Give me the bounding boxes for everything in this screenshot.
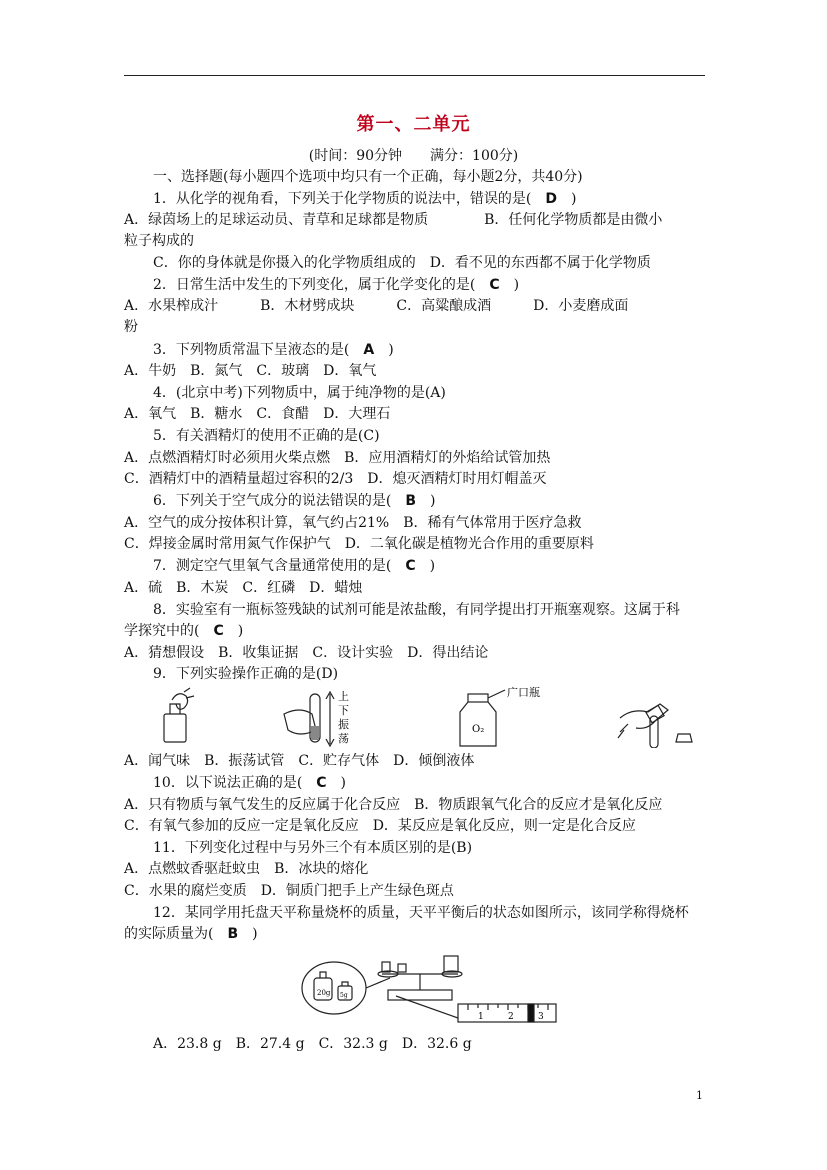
- shake-label-3: 振: [338, 718, 349, 731]
- q11-options-c-d: C．水果的腐烂变质 D．铜质门把手上产生绿色斑点: [124, 883, 454, 899]
- weights-zoom-circle: [302, 962, 366, 1014]
- question-6: 6．下列关于空气成分的说法错误的是( B ): [153, 493, 436, 509]
- answer: A: [363, 342, 375, 358]
- q5-options-c-d: C．酒精灯中的酒精量超过容积的2/3 D．熄灭酒精灯时用灯帽盖灭: [124, 471, 547, 487]
- gas-jar-figure: [460, 690, 505, 746]
- page-number: 1: [696, 1089, 703, 1102]
- shake-label-2: 下: [338, 704, 349, 717]
- q9-options: A．闻气味 B．振荡试管 C．贮存气体 D．倾倒液体: [124, 753, 475, 769]
- q6-options-c-d: C．焊接金属时常用氮气作保护气 D．二氧化碳是植物光合作用的重要原料: [124, 536, 594, 552]
- q6-options-a-b: A．空气的成分按体积计算，氧气约占21% B．稀有气体常用于医疗急救: [124, 515, 582, 531]
- shake-label-4: 荡: [338, 732, 349, 745]
- question-10: 10．以下说法正确的是( C ): [153, 775, 347, 791]
- scale-tick-1: 1: [478, 1012, 484, 1022]
- shake-tube-figure: [284, 692, 334, 746]
- question-8: 8．实验室有一瓶标签残缺的试剂可能是浓盐酸，有同学提出打开瓶塞观察。这属于科: [153, 602, 680, 618]
- weight-20g-label: 20g: [317, 989, 331, 997]
- question-2: 2．日常生活中发生的下列变化，属于化学变化的是( C ): [153, 277, 520, 293]
- weight-5g-label: 5g: [340, 992, 348, 999]
- question-1: 1．从化学的视角看，下列关于化学物质的说法中，错误的是( D ): [153, 191, 577, 207]
- q1-options-b-cont: 粒子构成的: [124, 233, 194, 249]
- question-5: 5．有关酒精灯的使用不正确的是(C): [153, 428, 380, 444]
- q12-options: A．23.8 g B．27.4 g C．32.3 g D．32.6 g: [153, 1036, 472, 1052]
- gas-jar-o2-label: O₂: [472, 724, 485, 735]
- q1-options-a-b: A．绿茵场上的足球运动员、青草和足球都是物质 B．任何化学物质都是由微小: [124, 212, 663, 228]
- q12-balance-figure: [300, 950, 560, 1028]
- question-8-cont: 学探究中的( C ): [124, 623, 244, 639]
- shake-label-1: 上: [338, 690, 349, 703]
- balance-base: [388, 990, 452, 1000]
- pour-liquid-figure: [618, 704, 692, 748]
- question-7: 7．测定空气里氧气含量通常使用的是( C ): [153, 558, 436, 574]
- q3-options: A．牛奶 B．氮气 C．玻璃 D．氧气: [124, 363, 377, 379]
- q1-options-c-d: C．你的身体就是你摄入的化学物质组成的 D．看不见的东西都不属于化学物质: [153, 255, 651, 271]
- q2-options-cont: 粉: [124, 319, 138, 335]
- q8-options: A．猜想假设 B．收集证据 C．设计实验 D．得出结论: [124, 645, 489, 661]
- q4-options: A．氧气 B．糖水 C．食醋 D．大理石: [124, 406, 391, 422]
- answer: B: [405, 493, 417, 509]
- gas-jar-bottle-label: 广口瓶: [507, 686, 540, 699]
- scale-tick-2: 2: [508, 1012, 514, 1022]
- answer: B: [227, 926, 239, 942]
- q7-options: A．硫 B．木炭 C．红磷 D．蜡烛: [124, 580, 363, 596]
- answer: D: [545, 191, 557, 207]
- q10-options-c-d: C．有氧气参加的反应一定是氧化反应 D．某反应是氧化反应，则一定是化合反应: [124, 818, 636, 834]
- q11-options-a-b: A．点燃蚊香驱赶蚊虫 B．冰块的熔化: [124, 861, 369, 877]
- q9-figures: [150, 686, 710, 748]
- header-rule: [124, 75, 705, 76]
- section-heading: 一、选择题(每小题四个选项中均只有一个正确，每小题2分，共40分): [153, 169, 583, 185]
- answer: C: [489, 277, 500, 293]
- exam-info: (时间：90分钟 满分：100分): [308, 148, 519, 164]
- answer: C: [213, 623, 224, 639]
- scale-tick-3: 3: [538, 1012, 544, 1022]
- answer: C: [405, 558, 416, 574]
- question-4: 4．(北京中考)下列物质中，属于纯净物的是(A): [153, 385, 446, 401]
- question-11: 11．下列变化过程中与另外三个有本质区别的是(B): [153, 840, 473, 856]
- smell-figure: [164, 688, 194, 742]
- q10-options-a-b: A．只有物质与氧气发生的反应属于化合反应 B．物质跟氧气化合的反应才是氧化反应: [124, 797, 663, 813]
- page-title: 第一、二单元: [356, 114, 471, 135]
- question-9: 9．下列实验操作正确的是(D): [153, 666, 339, 682]
- q2-options: A．水果榨成汁 B．木材劈成块 C．高粱酿成酒 D．小麦磨成面: [124, 298, 629, 314]
- question-3: 3．下列物质常温下呈液态的是( A ): [153, 342, 394, 358]
- q5-options-a-b: A．点燃酒精灯时必须用火柴点燃 B．应用酒精灯的外焰给试管加热: [124, 450, 551, 466]
- answer: C: [316, 775, 327, 791]
- question-12: 12．某同学用托盘天平称量烧杯的质量，天平平衡后的状态如图所示，该同学称得烧杯: [153, 905, 689, 921]
- question-12-cont: 的实际质量为( B ): [124, 926, 258, 942]
